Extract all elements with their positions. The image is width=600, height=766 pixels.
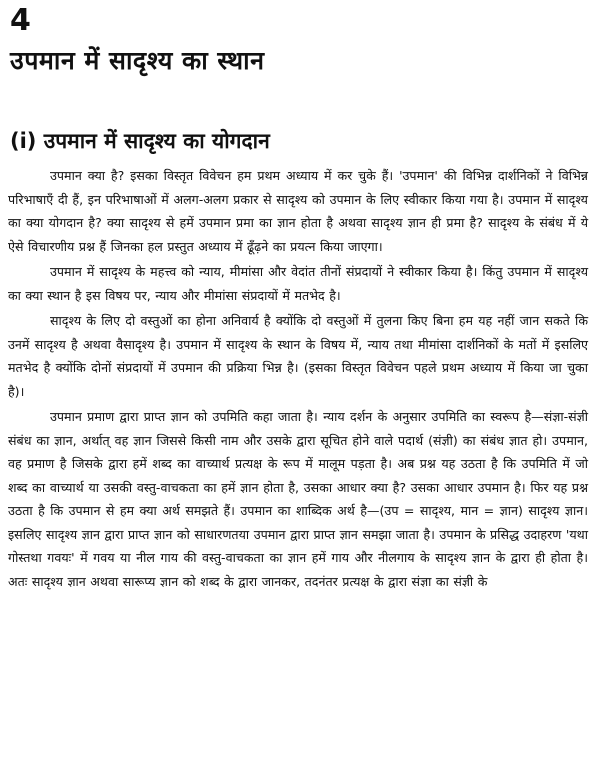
paragraph-2: उपमान में सादृश्य के महत्त्व को न्याय, मीमांसा और वेदांत तीनों संप्रदायों ने स्वीकार किया है। किंतु उपमान में सादृश्य का क्या स्थान है इस विषय पर, न्याय और मीमांसा संप्रदायों में मतभेद है। xyxy=(8,264,588,303)
paragraph-4: उपमान प्रमाण द्वारा प्राप्त ज्ञान को उपमिति कहा जाता है। न्याय दर्शन के अनुसार उपमिति का स्वरूप है—संज्ञा-संज्ञी संबंध का ज्ञान, अर्थात् वह ज्ञान जिससे किसी नाम और उसके द्वारा सूचित होने वाले पदार्थ (संज्ञी) का संबंध ज्ञात हो। उपमान, वह प्रमाण है जिसके द्वारा हमें शब्द का वाच्यार्थ प्रत्यक्ष के रूप में मालूम पड़ता है। अब प्रश्न यह उठता है कि उपमिति में जो शब्द का वाच्यार्थ या उसकी वस्तु-वाचकता का हमें ज्ञान होता है, उसका आधार क्या है? उसका आधार उपमान है। फिर यह प्रश्न उठता है कि उपमान से हम क्या अर्थ समझते हैं। उपमान का शाब्दिक अर्थ है—(उप = सादृश्य, मान = ज्ञान) सादृश्य ज्ञान। इसलिए सादृश्य ज्ञान द्वारा प्राप्त ज्ञान को साधारणतया उपमान द्वारा प्राप्त ज्ञान समझा जाता है। उपमान के प्रसिद्ध उदाहरण 'यथा गोस्तथा गवयः' में गवय या नील गाय की वस्तु-वाचकता का ज्ञान हमें गाय और नीलगाय के सादृश्य ज्ञान के द्वारा ही होता है। अतः सादृश्य ज्ञान अथवा सारूप्य ज्ञान को शब्द के द्वारा जानकर, तदनंतर प्रत्यक्ष के द्वारा संज्ञा का संज्ञी के xyxy=(8,409,588,589)
paragraph-1: उपमान क्या है? इसका विस्तृत विवेचन हम प्रथम अध्याय में कर चुके हैं। 'उपमान' की विभिन्न दार्शनिकों ने विभिन्न परिभाषाएँ दी हैं, इन परिभाषाओं में अलग-अलग प्रकार से सादृश्य को उपमान के लिए स्वीकार किया गया है। उपमान में सादृश्य का क्या योगदान है? क्या सादृश्य से हमें उपमान प्रमा का ज्ञान होता है अथवा सादृश्य ज्ञान ही प्रमा है? सादृश्य के संबंध में ये ऐसे विचारणीय प्रश्न हैं जिनका हल प्रस्तुत अध्याय में ढूँढ़ने का प्रयत्न किया जाएगा। xyxy=(8,168,588,254)
paragraph-3: सादृश्य के लिए दो वस्तुओं का होना अनिवार्य है क्योंकि दो वस्तुओं में तुलना किए बिना हम यह नहीं जान सकते कि उनमें सादृश्य है अथवा वैसादृश्य है। उपमान में सादृश्य के स्थान के विषय में, न्याय तथा मीमांसा दार्शनिकों के मतों में इसलिए मतभेद है क्योंकि दोनों संप्रदायों में उपमान की प्रक्रिया भिन्न है। (इसका विस्तृत विवेचन पहले प्रथम अध्याय में किया जा चुका है)। xyxy=(8,313,588,399)
section-heading: (i) उपमान में सादृश्य का योगदान xyxy=(10,129,270,153)
chapter-title: उपमान में सादृश्य का स्थान xyxy=(10,46,265,75)
chapter-number: 4 xyxy=(10,3,31,38)
